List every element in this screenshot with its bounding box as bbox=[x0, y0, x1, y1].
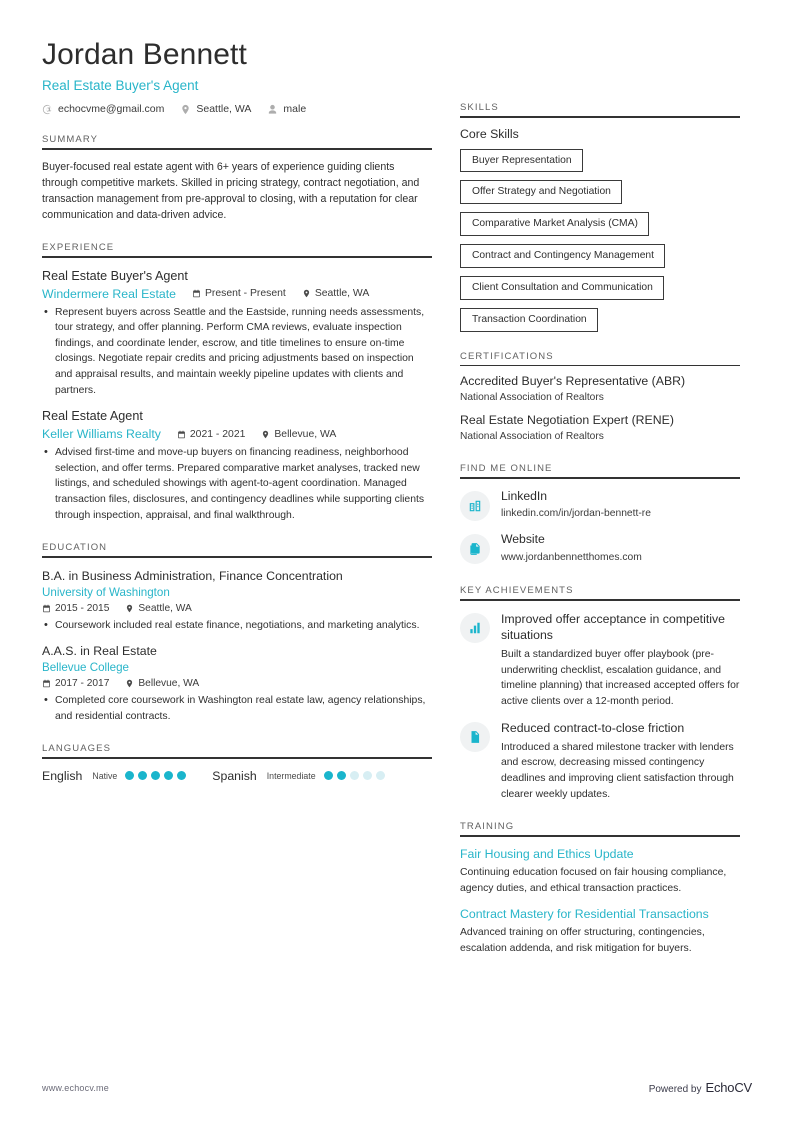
experience-company: Windermere Real Estate bbox=[42, 286, 176, 301]
section-title-find-me-online: FIND ME ONLINE bbox=[460, 462, 553, 474]
person-icon bbox=[267, 104, 278, 115]
section-training bbox=[460, 821, 740, 956]
training-title: Contract Mastery for Residential Transactions bbox=[460, 906, 709, 921]
skill-chip: Comparative Market Analysis (CMA) bbox=[460, 212, 649, 236]
resume-header bbox=[42, 38, 432, 115]
education-dates-text: 2015 - 2015 bbox=[55, 602, 110, 614]
experience-location-text: Bellevue, WA bbox=[274, 428, 337, 440]
education-location bbox=[125, 678, 199, 689]
education-meta bbox=[42, 678, 432, 689]
achievement-description: Built a standardized buyer offer playbook (pre-underwriting checklist, escalation guidance, and timeline planning) that increased accepted offers for active clients over a 12-month period. bbox=[501, 649, 740, 707]
experience-location-text: Seattle, WA bbox=[314, 288, 370, 300]
footer-site-url[interactable]: www.echocv.me bbox=[42, 1082, 109, 1093]
language-level: Native bbox=[92, 770, 118, 781]
section-divider bbox=[42, 256, 432, 258]
education-dates bbox=[42, 678, 109, 689]
right-column bbox=[460, 38, 740, 956]
experience-dates bbox=[177, 429, 245, 440]
section-certifications bbox=[460, 351, 740, 444]
skill-chip: Buyer Representation bbox=[460, 149, 583, 173]
contact-row bbox=[42, 103, 432, 115]
linkedin-icon bbox=[460, 491, 490, 521]
document-icon bbox=[460, 722, 490, 752]
education-degree: B.A. in Business Administration, Finance Concentration bbox=[42, 568, 343, 583]
calendar-icon bbox=[192, 289, 201, 298]
section-title-languages: LANGUAGES bbox=[42, 743, 112, 755]
achievement-entry bbox=[460, 611, 740, 710]
website-icon bbox=[460, 534, 490, 564]
contact-location bbox=[180, 103, 251, 115]
experience-entry bbox=[42, 268, 432, 399]
footer-brand-name: EchoCV bbox=[705, 1080, 752, 1095]
achievement-title: Improved offer acceptance in competitive situations bbox=[501, 611, 725, 642]
experience-company: Keller Williams Realty bbox=[42, 427, 161, 442]
page-footer bbox=[42, 1080, 752, 1095]
rating-dot bbox=[151, 771, 160, 780]
bar-chart-icon bbox=[460, 613, 490, 643]
map-pin-icon bbox=[125, 679, 134, 688]
skills-list bbox=[460, 141, 740, 332]
link-url: linkedin.com/in/jordan-bennett-re bbox=[501, 508, 651, 520]
training-description: Continuing education focused on fair housing compliance, agency duties, and ethical transaction practices. bbox=[460, 867, 727, 894]
section-title-skills: SKILLS bbox=[460, 102, 499, 113]
experience-dates bbox=[192, 288, 286, 299]
experience-dates-text: 2021 - 2021 bbox=[189, 428, 246, 440]
map-pin-icon bbox=[302, 289, 311, 298]
calendar-icon bbox=[42, 604, 51, 613]
section-title-certifications: CERTIFICATIONS bbox=[460, 350, 554, 362]
experience-location bbox=[261, 429, 336, 440]
experience-bullets bbox=[42, 445, 432, 523]
footer-branding bbox=[649, 1080, 752, 1095]
rating-dot bbox=[324, 771, 333, 780]
link-text-block bbox=[501, 489, 651, 523]
section-summary bbox=[42, 134, 432, 223]
calendar-icon bbox=[42, 679, 51, 688]
language-rating bbox=[125, 771, 186, 780]
training-title: Fair Housing and Ethics Update bbox=[460, 846, 634, 861]
section-title-training: TRAINING bbox=[460, 821, 515, 833]
education-location-text: Seattle, WA bbox=[138, 602, 192, 614]
education-entry bbox=[42, 568, 432, 633]
link-label: LinkedIn bbox=[501, 488, 548, 503]
section-divider bbox=[460, 477, 740, 479]
education-location bbox=[125, 603, 191, 614]
experience-entry bbox=[42, 408, 432, 523]
link-label: Website bbox=[501, 532, 545, 547]
training-entry bbox=[460, 906, 740, 957]
education-entry bbox=[42, 643, 432, 724]
experience-dates-text: Present - Present bbox=[204, 288, 286, 300]
education-bullets bbox=[42, 618, 432, 634]
map-pin-icon bbox=[261, 430, 270, 439]
list-item: • Advised first-time and move-up buyers on financing readiness, neighborhood selection, and offer terms. Prepared comparative market analyses, tracked new listings, and scheduled showings with agent-to-agent coordination. Managed transaction files, disclosures, and contingency deadlines while supporting clients through inspection, appraisal, and final walkthrough. bbox=[42, 445, 432, 523]
skill-chip: Offer Strategy and Negotiation bbox=[460, 180, 622, 204]
education-dates bbox=[42, 603, 109, 614]
education-degree: A.A.S. in Real Estate bbox=[42, 644, 157, 659]
job-title: Real Estate Buyer's Agent bbox=[42, 77, 199, 93]
achievement-text-block bbox=[501, 720, 740, 803]
certification-name: Real Estate Negotiation Expert (RENE) bbox=[460, 413, 674, 428]
languages-row bbox=[42, 769, 432, 783]
certification-issuer: National Association of Realtors bbox=[460, 391, 604, 403]
skill-chip: Contract and Contingency Management bbox=[460, 244, 665, 268]
experience-bullets bbox=[42, 305, 432, 399]
achievement-title: Reduced contract-to-close friction bbox=[501, 720, 685, 735]
rating-dot bbox=[125, 771, 134, 780]
section-find-me-online bbox=[460, 463, 740, 566]
education-meta bbox=[42, 603, 432, 614]
skills-group-label: Core Skills bbox=[460, 126, 519, 141]
summary-text: Buyer-focused real estate agent with 6+ years of experience guiding clients through competitive markets. Skilled in pricing strategy, contract negotiation, and transaction management from pre-approval to closing, with a reputation for clear communication and data-driven advice. bbox=[42, 160, 420, 221]
footer-powered-by: Powered by bbox=[648, 1084, 702, 1095]
rating-dot bbox=[337, 771, 346, 780]
rating-dot bbox=[363, 771, 372, 780]
map-pin-icon bbox=[125, 604, 134, 613]
map-pin-icon bbox=[180, 104, 191, 115]
training-entry bbox=[460, 846, 740, 897]
section-divider bbox=[460, 116, 740, 118]
section-divider bbox=[460, 599, 740, 601]
education-school: Bellevue College bbox=[42, 660, 130, 674]
resume-content bbox=[42, 38, 752, 956]
section-skills bbox=[460, 102, 740, 332]
rating-dot bbox=[350, 771, 359, 780]
experience-role: Real Estate Buyer's Agent bbox=[42, 268, 188, 283]
experience-meta bbox=[42, 427, 432, 441]
language-level: Intermediate bbox=[266, 770, 316, 781]
language-name: Spanish bbox=[212, 768, 257, 783]
section-divider bbox=[42, 148, 432, 150]
link-text-block bbox=[501, 532, 642, 566]
section-key-achievements bbox=[460, 585, 740, 802]
language-name: English bbox=[42, 768, 83, 783]
education-dates-text: 2017 - 2017 bbox=[55, 678, 110, 690]
calendar-icon bbox=[177, 430, 186, 439]
section-education bbox=[42, 542, 432, 724]
list-item: • Coursework included real estate finance, negotiations, and marketing analytics. bbox=[42, 618, 432, 634]
section-title-experience: EXPERIENCE bbox=[42, 242, 115, 254]
section-experience bbox=[42, 242, 432, 523]
achievement-text-block bbox=[501, 611, 740, 710]
contact-email bbox=[42, 103, 164, 115]
link-item-website[interactable] bbox=[460, 532, 740, 566]
list-item: • Represent buyers across Seattle and the Eastside, running needs assessments, tour strategy, and offer planning. Perform CMA reviews, evaluate inspection findings, and coordinate lender, escrow, and title timelines to ensure on-time closings. Negotiate repair credits and pricing adjustments based on inspection and appraisal results, and maintain weekly pipeline updates with clients and partners. bbox=[42, 305, 432, 399]
section-title-key-achievements: KEY ACHIEVEMENTS bbox=[460, 585, 574, 597]
section-title-summary: SUMMARY bbox=[42, 134, 99, 146]
link-item-linkedin[interactable] bbox=[460, 489, 740, 523]
section-divider bbox=[42, 757, 432, 759]
certification-issuer: National Association of Realtors bbox=[460, 430, 604, 442]
certification-entry bbox=[460, 412, 740, 444]
email-icon bbox=[42, 104, 53, 115]
rating-dot bbox=[376, 771, 385, 780]
section-title-education: EDUCATION bbox=[42, 542, 108, 554]
education-school: University of Washington bbox=[42, 585, 170, 599]
experience-role: Real Estate Agent bbox=[42, 409, 143, 424]
email-text: echocvme@gmail.com bbox=[58, 103, 165, 116]
certification-entry bbox=[460, 373, 740, 405]
page-title: Jordan Bennett bbox=[42, 38, 247, 71]
link-url: www.jordanbennetthomes.com bbox=[501, 552, 642, 564]
section-divider bbox=[460, 365, 740, 367]
skill-chip: Client Consultation and Communication bbox=[460, 276, 664, 300]
list-item: • Completed core coursework in Washington real estate law, agency relationships, and residential contracts. bbox=[42, 693, 432, 724]
training-description: Advanced training on offer structuring, contingencies, escalation addenda, and risk mitigation for buyers. bbox=[460, 927, 705, 954]
contact-gender bbox=[267, 103, 306, 115]
certification-name: Accredited Buyer's Representative (ABR) bbox=[460, 374, 686, 389]
location-text: Seattle, WA bbox=[196, 103, 252, 116]
achievement-entry bbox=[460, 720, 740, 803]
rating-dot bbox=[164, 771, 173, 780]
education-location-text: Bellevue, WA bbox=[138, 678, 200, 690]
section-languages bbox=[42, 743, 432, 783]
education-bullets bbox=[42, 693, 432, 724]
rating-dot bbox=[177, 771, 186, 780]
left-column bbox=[42, 38, 432, 956]
section-divider bbox=[42, 556, 432, 558]
rating-dot bbox=[138, 771, 147, 780]
gender-text: male bbox=[283, 103, 307, 116]
skill-chip: Transaction Coordination bbox=[460, 308, 598, 332]
achievement-description: Introduced a shared milestone tracker with lenders and escrow, decreasing missed contingency deadlines and improving client satisfaction through clearer weekly updates. bbox=[501, 741, 734, 800]
section-divider bbox=[460, 835, 740, 837]
experience-meta bbox=[42, 287, 432, 301]
experience-location bbox=[302, 288, 369, 299]
language-rating bbox=[324, 771, 385, 780]
